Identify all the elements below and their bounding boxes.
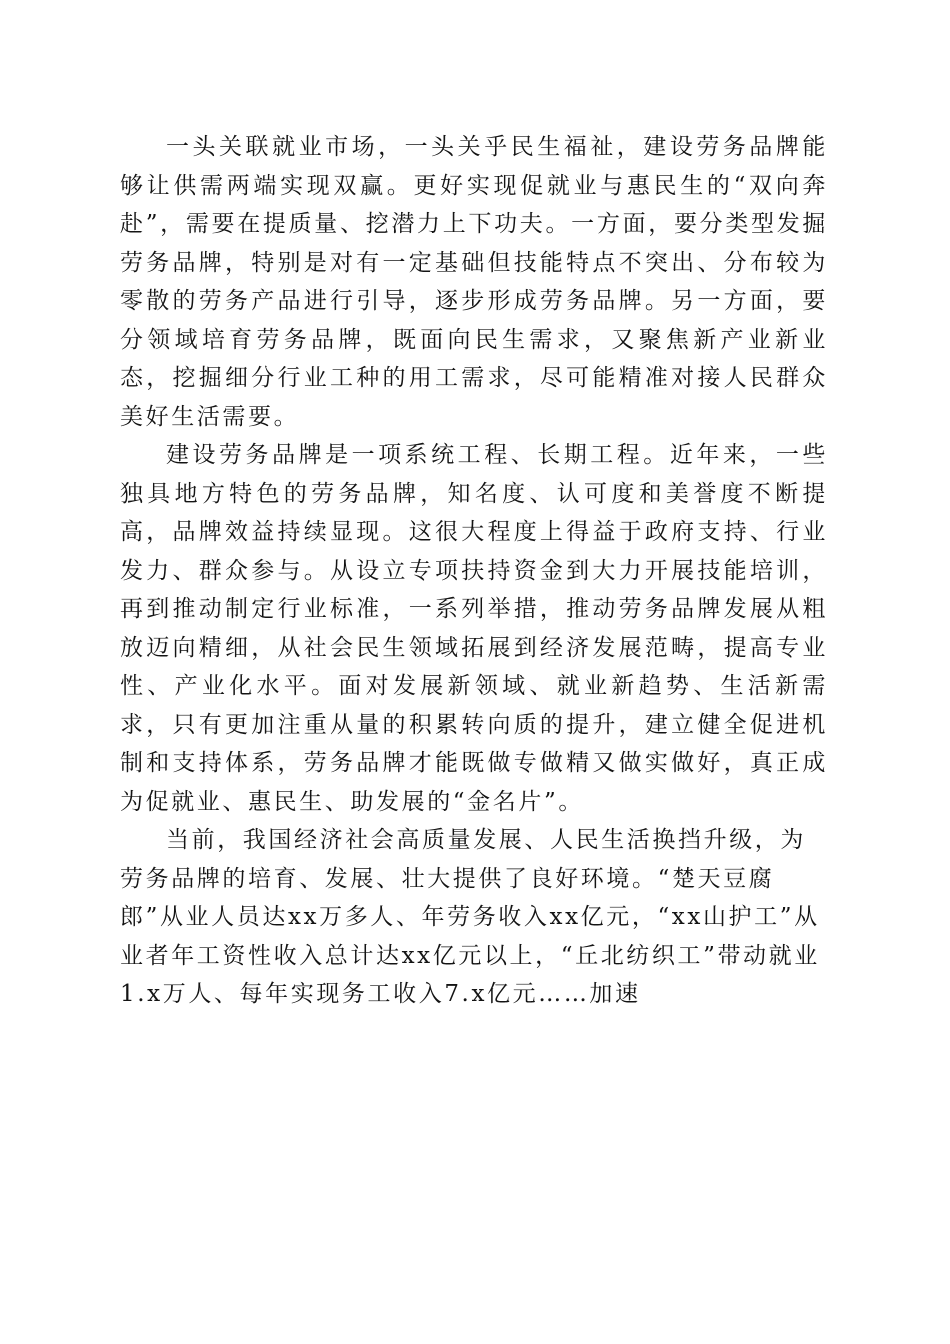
paragraph-1: 一头关联就业市场，一头关乎民生福祉，建设劳务品牌能够让供需两端实现双赢。更好实现促就业与惠民生的“双向奔赴”，需要在提质量、挖潜力上下功夫。一方面，要分类型发掘劳务品牌，特别是对有一定基础但技能特点不突出、分布较为零散的劳务产品进行引导，逐步形成劳务品牌。另一方面，要分领域培育劳务品牌，既面向民生需求，又聚焦新产业新业态，挖掘细分行业工种的用工需求，尽可能精准对接人民群众美好生活需要。 [120, 134, 828, 430]
paragraph-3: 当前，我国经济社会高质量发展、人民生活换挡升级，为劳务品牌的培育、发展、壮大提供了良好环境。“楚天豆腐郎”从业人员达xx万多人、年劳务收入xx亿元，“xx山护工”从业者年工资性收入总计达xx亿元以上，“丘北纺织工”带动就业1.x万人、每年实现务工收入7.x亿元……加速 [120, 827, 820, 1007]
paragraph-2: 建设劳务品牌是一项系统工程、长期工程。近年来，一些独具地方特色的劳务品牌，知名度、认可度和美誉度不断提高，品牌效益持续显现。这很大程度上得益于政府支持、行业发力、群众参与。从设立专项扶持资金到大力开展技能培训，再到推动制定行业标准，一系列举措，推动劳务品牌发展从粗放迈向精细，从社会民生领域拓展到经济发展范畴，提高专业性、产业化水平。面对发展新领域、就业新趋势、生活新需求，只有更加注重从量的积累转向质的提升，建立健全促进机制和支持体系，劳务品牌才能既做专做精又做实做好，真正成为促就业、惠民生、助发展的“金名片”。 [120, 442, 828, 815]
body-text [120, 128, 828, 1014]
